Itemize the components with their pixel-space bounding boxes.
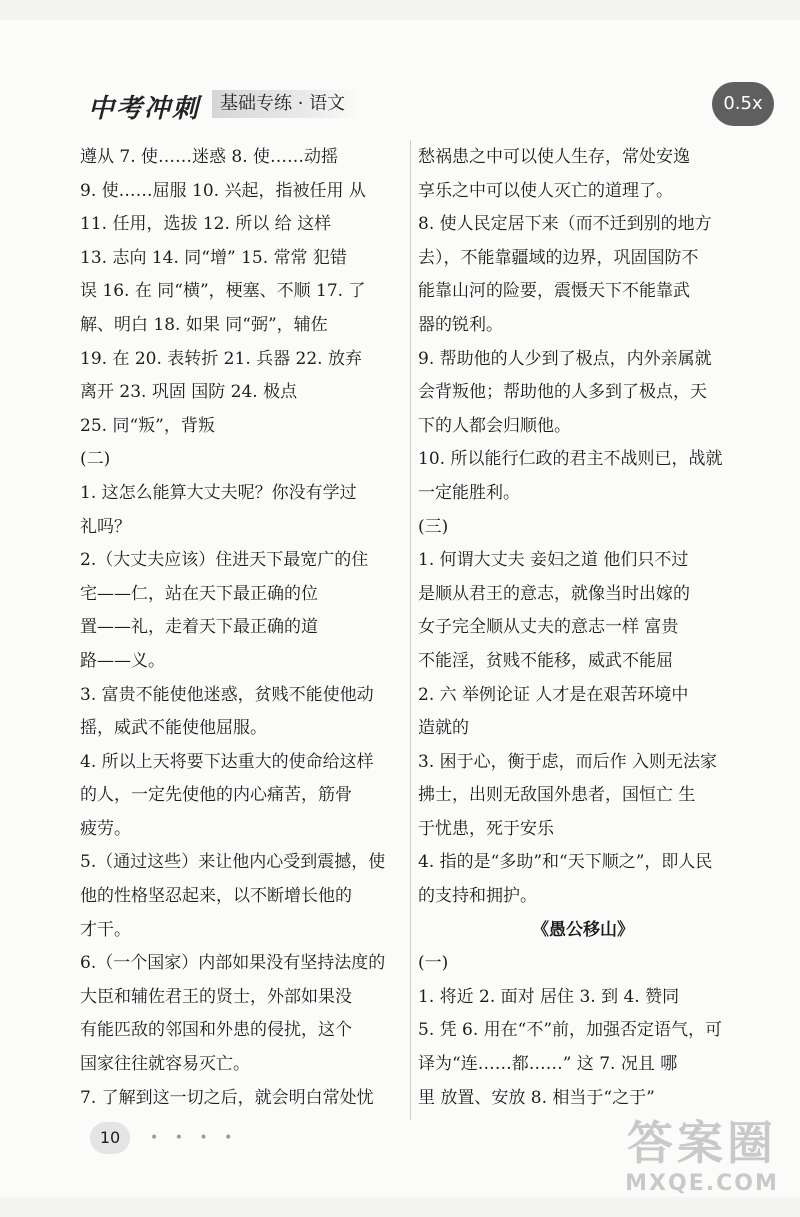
answer-line: 拂士，出则无敌国外患者，国恒亡 生 xyxy=(418,785,696,806)
answer-line: (一) xyxy=(418,953,449,974)
answer-line: 9. 帮助他的人少到了极点，内外亲属就 xyxy=(418,348,712,369)
answer-line: 3. 富贵不能使他迷惑，贫贱不能使他动 xyxy=(80,684,374,705)
zoom-level-badge[interactable]: 0.5x xyxy=(712,82,774,126)
answer-line: 的人，一定先使他的内心痛苦，筋骨 xyxy=(80,785,352,806)
answer-line: 会背叛他；帮助他的人多到了极点，天 xyxy=(418,382,707,403)
answer-line: 是顺从君王的意志，就像当时出嫁的 xyxy=(418,583,690,604)
answer-line: 5. 凭 6. 用在“不”前，加强否定语气，可 xyxy=(418,1020,723,1041)
answer-line: 女子完全顺从丈夫的意志一样 富贵 xyxy=(418,617,679,638)
answer-line: 礼吗？ xyxy=(80,516,131,537)
answer-line: 疲劳。 xyxy=(80,818,131,839)
answer-line: 离开 23. 巩固 国防 24. 极点 xyxy=(80,382,298,403)
answer-line: 于忧患，死于安乐 xyxy=(418,818,554,839)
answer-line: 能靠山河的险要，震慑天下不能靠武 xyxy=(418,281,690,302)
watermark-title: 答案圈 xyxy=(627,1116,777,1170)
watermark-url: MXQE.COM xyxy=(625,1171,779,1196)
answer-line: 19. 在 20. 表转折 21. 兵器 22. 放弃 xyxy=(80,348,362,369)
answer-line: 误 16. 在 同“横”，梗塞、不顺 17. 了 xyxy=(80,281,366,302)
answer-line: 下的人都会归顺他。 xyxy=(418,415,571,436)
page-number: 10 xyxy=(90,1122,130,1154)
answer-line: 享乐之中可以使人灭亡的道理了。 xyxy=(418,180,673,201)
answer-line: 愁祸患之中可以使人生存，常处安逸 xyxy=(418,147,690,167)
answer-line: 才干。 xyxy=(80,919,131,940)
answer-line: 有能匹敌的邻国和外患的侵扰，这个 xyxy=(80,1020,352,1041)
answer-line: 一定能胜利。 xyxy=(418,482,520,503)
answer-line: 25. 同“叛”，背叛 xyxy=(80,415,215,436)
answer-line: 2. 六 举例论证 人才是在艰苦环境中 xyxy=(418,684,689,705)
answer-line: 《愚公移山》 xyxy=(532,919,634,940)
answer-line: (三) xyxy=(418,516,449,537)
answer-line: (二) xyxy=(80,449,111,470)
answer-line: 不能淫，贫贱不能移，威武不能屈 xyxy=(418,650,673,671)
answer-line: 6.（一个国家）内部如果没有坚持法度的 xyxy=(80,953,386,974)
column-divider xyxy=(410,140,411,1120)
footer-dots-decoration: • • • • xyxy=(150,1130,239,1146)
answer-line: 宅——仁，站在天下最正确的位 xyxy=(80,583,318,604)
page-footer xyxy=(60,1120,260,1160)
answer-line: 造就的 xyxy=(418,718,469,739)
answer-line: 器的锐利。 xyxy=(418,314,503,335)
answer-line: 路——义。 xyxy=(80,650,165,671)
answer-line: 遵从 7. 使……迷惑 8. 使……动摇 xyxy=(80,147,339,167)
answer-line: 去），不能靠疆域的边界，巩固国防不 xyxy=(418,247,699,268)
answer-line: 4. 所以上天将要下达重大的使命给这样 xyxy=(80,751,374,772)
answer-line: 13. 志向 14. 同“增” 15. 常常 犯错 xyxy=(80,247,347,268)
brand-title: 中考冲刺 xyxy=(88,94,201,124)
answer-line: 摇，威武不能使他屈服。 xyxy=(80,718,267,739)
answer-line: 1. 何谓大丈夫 妾妇之道 他们只不过 xyxy=(418,550,689,571)
answer-line: 国家往往就容易灭亡。 xyxy=(80,1054,250,1075)
answer-line: 2.（大丈夫应该）住进天下最宽广的住 xyxy=(80,550,369,571)
answer-line: 译为“连……都……” 这 7. 况且 哪 xyxy=(418,1054,678,1075)
right-column xyxy=(418,141,748,1115)
header-subtitle: 基础专练 · 语文 xyxy=(212,90,359,118)
answer-line: 里 放置、安放 8. 相当于“之于” xyxy=(418,1087,655,1108)
answer-line: 10. 所以能行仁政的君主不战则已，战就 xyxy=(418,449,723,470)
watermark xyxy=(612,1116,792,1206)
answer-line: 置——礼，走着天下最正确的道 xyxy=(80,617,318,638)
answer-line: 5.（通过这些）来让他内心受到震撼，使 xyxy=(80,852,386,873)
answer-line: 1. 将近 2. 面对 居住 3. 到 4. 赞同 xyxy=(418,986,680,1007)
answer-line: 的支持和拥护。 xyxy=(418,886,537,907)
answer-line: 7. 了解到这一切之后，就会明白常处忧 xyxy=(80,1087,374,1108)
page-header xyxy=(60,88,400,124)
answer-line: 4. 指的是“多助”和“天下顺之”，即人民 xyxy=(418,852,713,873)
answer-line: 1. 这怎么能算大丈夫呢？你没有学过 xyxy=(80,482,357,503)
answer-line: 9. 使……屈服 10. 兴起，指被任用 从 xyxy=(80,180,366,201)
answer-line: 大臣和辅佐君王的贤士，外部如果没 xyxy=(80,986,352,1007)
answer-line: 他的性格坚忍起来，以不断增长他的 xyxy=(80,886,352,907)
answer-line: 3. 困于心，衡于虑，而后作 入则无法家 xyxy=(418,751,718,772)
answer-line: 8. 使人民定居下来（而不迁到别的地方 xyxy=(418,214,712,235)
answer-line: 11. 任用，选拔 12. 所以 给 这样 xyxy=(80,214,332,235)
answer-line: 解、明白 18. 如果 同“弼”，辅佐 xyxy=(80,314,328,335)
left-column xyxy=(80,141,405,1115)
